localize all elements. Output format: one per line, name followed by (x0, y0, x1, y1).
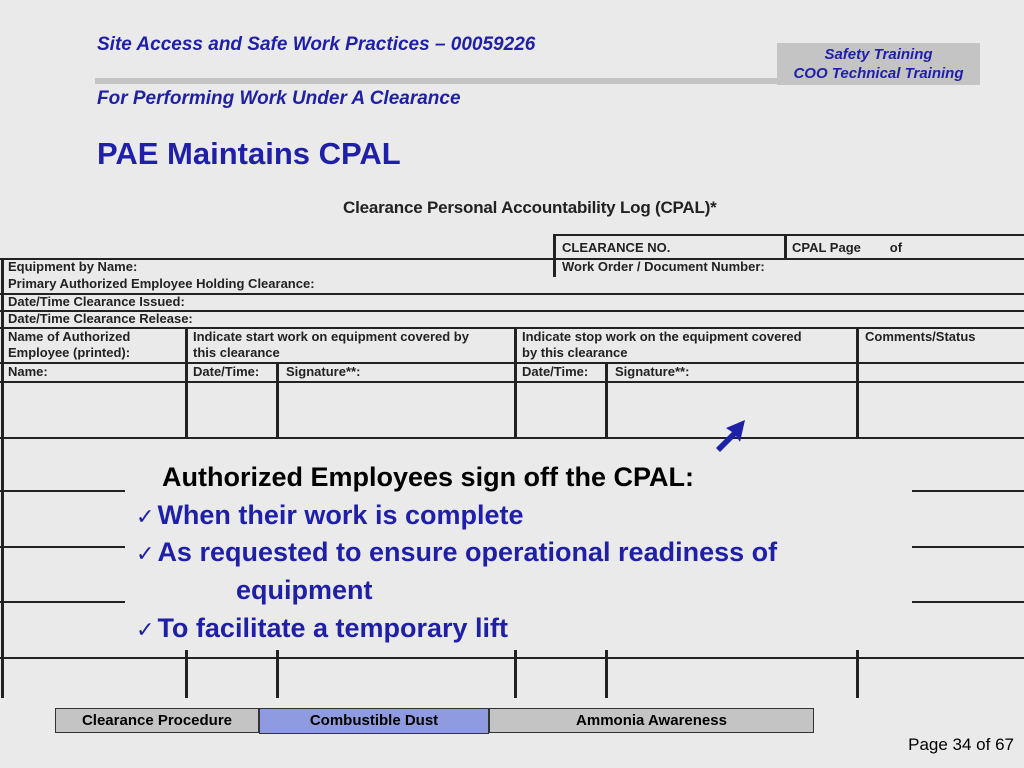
col-name-line-2: Employee (printed): (8, 345, 131, 360)
form-rule (0, 490, 125, 492)
course-title: Site Access and Safe Work Practices – 00059226 (97, 34, 536, 55)
bullet-temporary-lift (136, 613, 508, 644)
course-subtitle: For Performing Work Under A Clearance (97, 88, 461, 109)
bullet-text: When their work is complete (157, 500, 524, 530)
equipment-label: Equipment by Name: (8, 259, 138, 274)
form-rule (912, 601, 1024, 603)
form-rule (514, 327, 517, 437)
col-comments-header: Comments/Status (865, 329, 976, 344)
check-icon: ✓ (136, 542, 155, 567)
form-rule (514, 650, 517, 698)
form-rule (0, 657, 1024, 659)
form-rule (185, 327, 188, 437)
release-label: Date/Time Clearance Release: (8, 311, 193, 326)
training-badge (777, 43, 980, 85)
work-order-label: Work Order / Document Number: (562, 259, 765, 274)
form-rule (0, 601, 125, 603)
form-rule (605, 650, 608, 698)
tab-ammonia-awareness[interactable]: Ammonia Awareness (489, 708, 814, 733)
form-rule (856, 327, 859, 437)
bullet-text: To facilitate a temporary lift (157, 613, 509, 643)
check-icon: ✓ (136, 618, 155, 643)
col-name-line-1: Name of Authorized (8, 329, 131, 344)
sub-name-label: Name: (8, 364, 48, 379)
header-rule (95, 78, 781, 84)
form-rule (185, 650, 188, 698)
col-name-header (8, 329, 130, 361)
sub-datetime-stop-label: Date/Time: (522, 364, 589, 379)
col-start-line-2: this clearance (193, 345, 280, 360)
form-title: Clearance Personal Accountability Log (CPAL)* (343, 198, 717, 217)
slide-title: PAE Maintains CPAL (97, 136, 401, 171)
primary-employee-label: Primary Authorized Employee Holding Clearance: (8, 276, 315, 291)
clearance-no-label: CLEARANCE NO. (562, 240, 671, 255)
form-rule (276, 362, 279, 437)
sub-signature-start-label: Signature**: (286, 364, 361, 379)
tab-clearance-procedure[interactable]: Clearance Procedure (55, 708, 259, 733)
bullet-operational-readiness-cont: equipment (236, 575, 373, 605)
bullet-text: As requested to ensure operational readiness of (157, 537, 778, 567)
form-rule (553, 234, 556, 277)
page-number: Page 34 of 67 (908, 735, 1014, 754)
col-start-header (193, 329, 469, 361)
cpal-page-label: CPAL Page of (792, 240, 903, 255)
pointer-arrow-icon (712, 418, 748, 454)
col-start-line-1: Indicate start work on equipment covered by (193, 329, 469, 344)
bullet-work-complete (136, 500, 524, 531)
sub-datetime-start-label: Date/Time: (193, 364, 260, 379)
col-stop-line-1: Indicate stop work on the equipment covered (522, 329, 802, 344)
form-rule (553, 234, 1024, 236)
col-stop-header (522, 329, 802, 361)
form-rule (784, 234, 787, 258)
form-rule (1, 258, 4, 698)
check-icon: ✓ (136, 505, 155, 530)
form-rule (912, 490, 1024, 492)
form-rule (0, 381, 1024, 383)
form-rule (912, 546, 1024, 548)
badge-line-1: Safety Training (824, 46, 933, 63)
form-rule (605, 362, 608, 437)
sub-signature-stop-label: Signature**: (615, 364, 690, 379)
form-rule (276, 650, 279, 698)
col-stop-line-2: by this clearance (522, 345, 628, 360)
form-rule (0, 258, 1024, 260)
issued-label: Date/Time Clearance Issued: (8, 294, 185, 309)
form-rule (0, 437, 1024, 439)
form-rule (856, 650, 859, 698)
tab-combustible-dust[interactable]: Combustible Dust (259, 708, 489, 734)
badge-line-2: COO Technical Training (793, 65, 964, 82)
form-rule (0, 546, 125, 548)
form-rule (0, 362, 1024, 364)
overlay-lead: Authorized Employees sign off the CPAL: (162, 462, 695, 492)
bullet-operational-readiness (136, 537, 777, 568)
